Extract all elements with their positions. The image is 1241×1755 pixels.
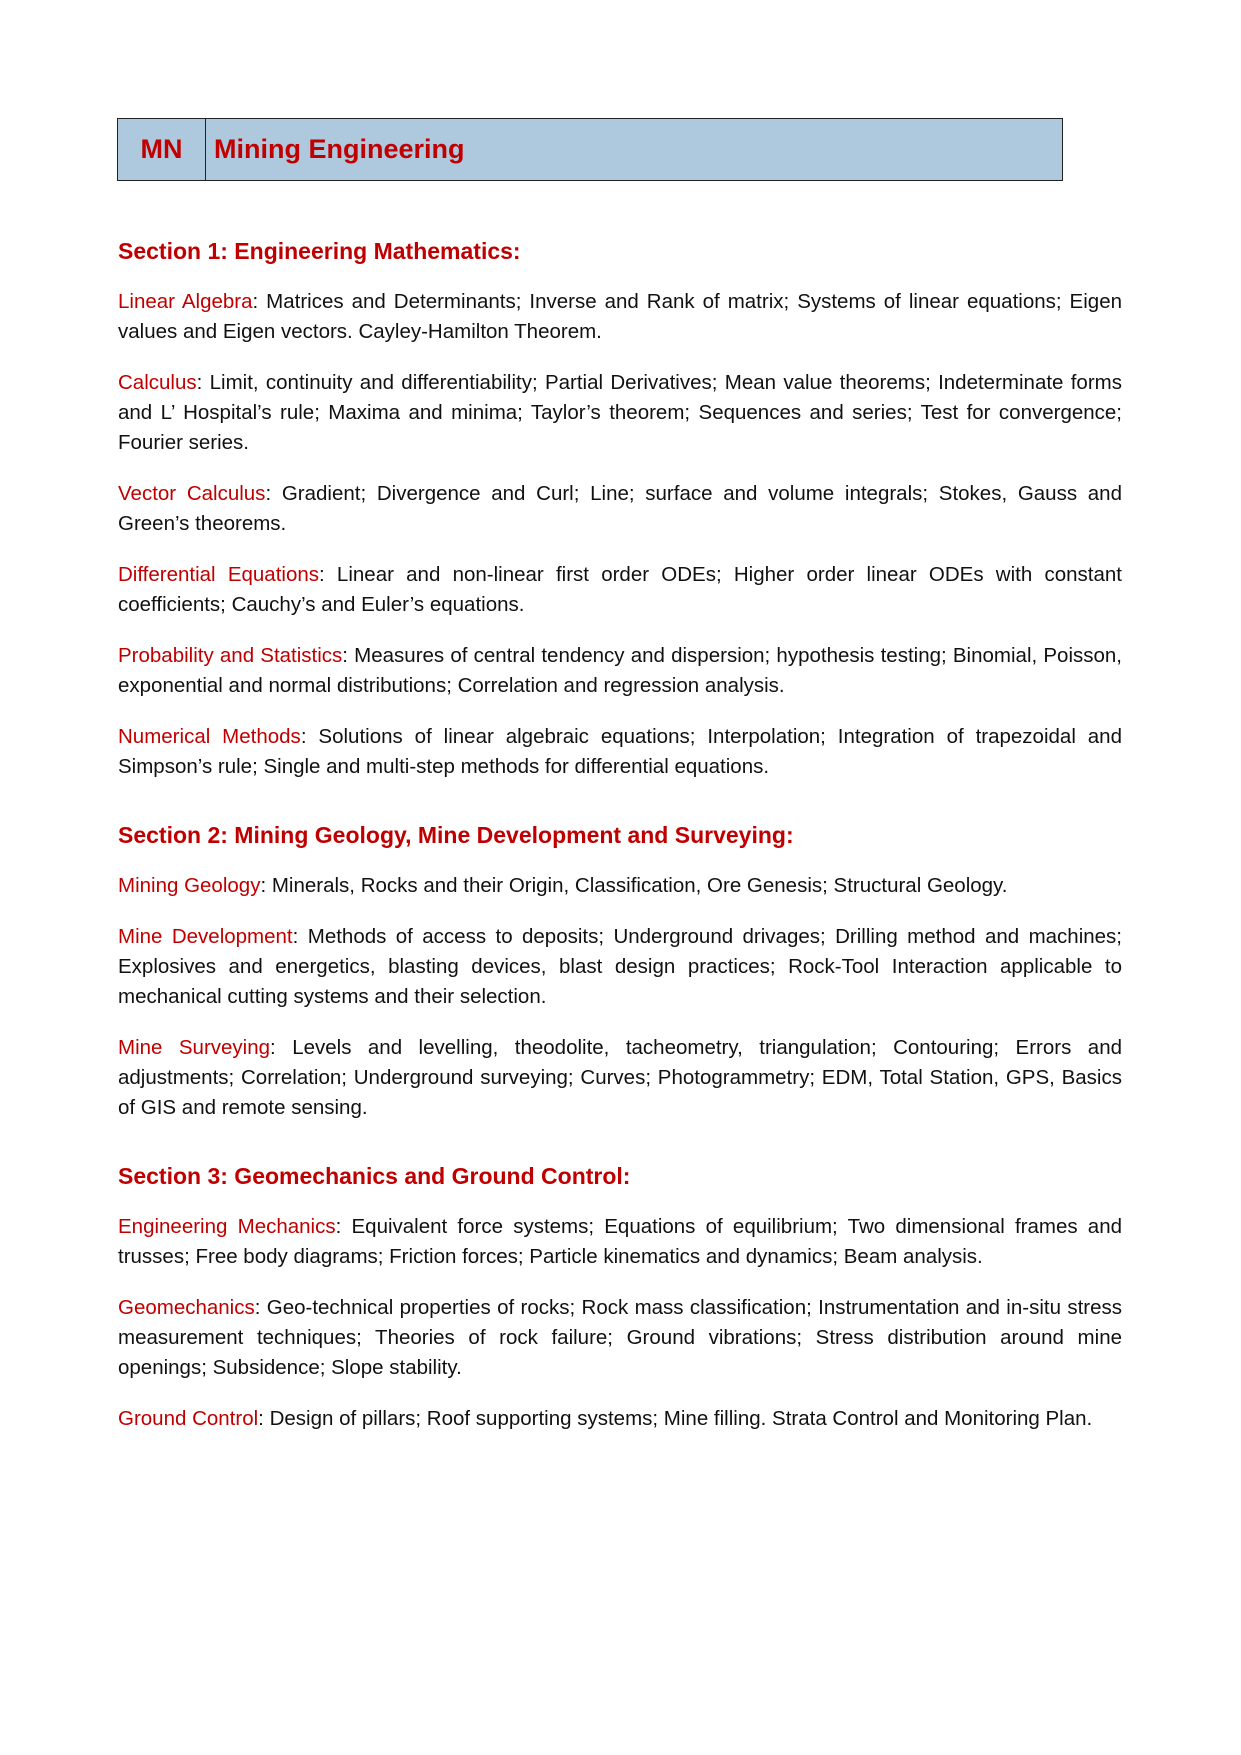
topic-name: Probability and Statistics xyxy=(118,644,343,667)
topic-text: : Linear and non-linear first order ODEs; Higher order linear ODEs with constant coefficients; Cauchy’s and Euler’s equations. xyxy=(118,563,1122,616)
topic-text: : Design of pillars; Roof supporting systems; Mine filling. Strata Control and Monitoring Plan. xyxy=(258,1407,1093,1430)
syllabus-content xyxy=(118,238,1122,1455)
topic-name: Mine Surveying xyxy=(118,1036,271,1059)
topic-name: Calculus xyxy=(118,371,197,394)
section-2 xyxy=(118,822,1122,1123)
topic-text: : Solutions of linear algebraic equations; Interpolation; Integration of trapezoidal and Simpson’s rule; Single and multi-step methods for differential equations. xyxy=(118,725,1122,778)
topic-text: : Limit, continuity and differentiability; Partial Derivatives; Mean value theorems; Indeterminate forms and L’ Hospital’s rule; Maxima and minima; Taylor’s theorem; Sequences and series; Test for convergence; Fourier series. xyxy=(118,371,1122,454)
topic-paragraph xyxy=(118,368,1122,458)
topic-text: : Matrices and Determinants; Inverse and Rank of matrix; Systems of linear equations; Eigen values and Eigen vectors. Cayley-Hamilton Theorem. xyxy=(118,290,1122,343)
topic-paragraph xyxy=(118,1293,1122,1383)
topic-paragraph xyxy=(118,1404,1122,1434)
topic-paragraph xyxy=(118,922,1122,1012)
topic-name: Geomechanics xyxy=(118,1296,255,1319)
topic-text: : Equivalent force systems; Equations of equilibrium; Two dimensional frames and trusses; Free body diagrams; Friction forces; Particle kinematics and dynamics; Beam analysis. xyxy=(118,1215,1122,1268)
topic-name: Numerical Methods xyxy=(118,725,301,748)
topic-text: : Methods of access to deposits; Underground drivages; Drilling method and machines; Explosives and energetics, blasting devices, blast design practices; Rock-Tool Interaction applicable to mechanical cutting systems and their selection. xyxy=(118,925,1123,1008)
topic-text: : Gradient; Divergence and Curl; Line; surface and volume integrals; Stokes, Gauss and Green’s theorems. xyxy=(118,482,1122,535)
topic-text: : Minerals, Rocks and their Origin, Classification, Ore Genesis; Structural Geology. xyxy=(260,874,1008,897)
topic-name: Linear Algebra xyxy=(118,290,253,313)
topic-text: : Levels and levelling, theodolite, tacheometry, triangulation; Contouring; Errors and adjustments; Correlation; Underground surveying; Curves; Photogrammetry; EDM, Total Station, GPS, Basics of GIS and remote sensing. xyxy=(118,1036,1122,1119)
topic-paragraph xyxy=(118,560,1122,620)
subject-header xyxy=(117,118,1063,181)
topic-text: : Measures of central tendency and dispersion; hypothesis testing; Binomial, Poisson, exponential and normal distributions; Correlation and regression analysis. xyxy=(118,644,1122,697)
section-1 xyxy=(118,238,1122,782)
topic-name: Vector Calculus xyxy=(118,482,266,505)
topic-text: : Geo-technical properties of rocks; Rock mass classification; Instrumentation and in-situ stress measurement techniques; Theories of rock failure; Ground vibrations; Stress distribution around mine openings; Subsidence; Slope stability. xyxy=(118,1296,1122,1379)
section-title: Section 1: Engineering Mathematics: xyxy=(118,238,521,264)
topic-paragraph xyxy=(118,479,1122,539)
topic-name: Mine Development xyxy=(118,925,293,948)
topic-name: Engineering Mechanics xyxy=(118,1215,336,1238)
topic-paragraph xyxy=(118,722,1122,782)
topic-paragraph xyxy=(118,641,1122,701)
section-title: Section 3: Geomechanics and Ground Control: xyxy=(118,1163,631,1189)
topic-name: Differential Equations xyxy=(118,563,320,586)
topic-name: Ground Control xyxy=(118,1407,259,1430)
section-3 xyxy=(118,1163,1122,1434)
topic-paragraph xyxy=(118,1033,1122,1123)
topic-paragraph xyxy=(118,871,1122,901)
topic-paragraph xyxy=(118,287,1122,347)
section-title: Section 2: Mining Geology, Mine Development and Surveying: xyxy=(118,822,794,848)
topic-paragraph xyxy=(118,1212,1122,1272)
subject-title: Mining Engineering xyxy=(214,134,465,164)
subject-code: MN xyxy=(118,119,206,180)
topic-name: Mining Geology xyxy=(118,874,261,897)
